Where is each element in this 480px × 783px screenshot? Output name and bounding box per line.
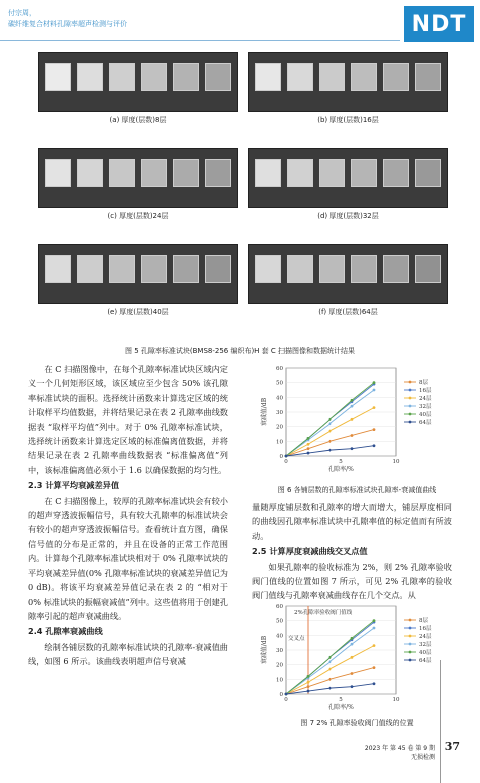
legend-label: 8层 [419, 618, 428, 624]
data-point [351, 399, 354, 402]
y-tick-label: 30 [276, 648, 283, 654]
y-tick-label: 50 [276, 618, 283, 625]
ndt-logo: NDT [404, 6, 474, 42]
data-point [373, 406, 376, 409]
y-tick-label: 30 [276, 410, 283, 416]
data-point [329, 440, 332, 443]
data-point [373, 644, 376, 647]
section-heading-2-5: 2.5 计算厚度衰减曲线交叉点值 [252, 546, 368, 557]
y-tick-label: 40 [276, 633, 283, 640]
data-point [307, 675, 310, 678]
x-tick-label: 10 [392, 697, 400, 703]
porosity-block [141, 63, 167, 91]
left-column [28, 362, 228, 669]
legend-label: 8层 [419, 380, 428, 386]
data-point [329, 660, 332, 663]
legend-marker [409, 381, 412, 384]
figure-5-caption: 图 5 孔隙率标准试块(BMS8-256 编织布)H 套 C 扫描图像和数据统计结果 [124, 347, 356, 355]
data-point [373, 444, 376, 447]
margin-rule [440, 660, 441, 783]
scan-panel [38, 148, 238, 221]
porosity-block [415, 255, 441, 283]
porosity-block [319, 159, 345, 187]
data-point [307, 690, 310, 693]
data-point [285, 693, 288, 696]
legend-marker [409, 405, 412, 408]
header-author: 付宗周， [8, 9, 36, 17]
x-tick-label: 10 [392, 459, 400, 465]
porosity-block [255, 159, 281, 187]
y-tick-label: 50 [276, 380, 283, 387]
x-tick-label: 5 [339, 697, 343, 703]
porosity-block [77, 63, 103, 91]
porosity-block [109, 255, 135, 283]
data-point [373, 619, 376, 622]
data-point [351, 672, 354, 675]
data-point [307, 681, 310, 684]
data-point [329, 449, 332, 452]
data-point [307, 443, 310, 446]
data-point [373, 627, 376, 630]
panel-caption: (c) 厚度(层数)24层 [107, 212, 169, 220]
porosity-block [109, 63, 135, 91]
x-tick-label: 0 [284, 697, 288, 703]
data-point [351, 637, 354, 640]
scan-panel [38, 244, 238, 317]
porosity-block [173, 159, 199, 187]
legend-marker [409, 413, 412, 416]
legend-marker [409, 421, 412, 424]
journal-footer [365, 744, 435, 762]
c-scan-image [248, 244, 448, 304]
porosity-block [77, 159, 103, 187]
data-point [351, 405, 354, 408]
paragraph: 量随厚度铺层数和孔隙率的增大而增大，铺层厚度相同的曲线因孔隙率标准试块中孔隙率值的标定值而有所波动。 [252, 502, 452, 541]
section-heading-2-4: 2.4 孔隙率衰减曲线 [28, 626, 103, 637]
panel-caption: (f) 厚度(层数)64层 [318, 308, 378, 316]
data-point [373, 682, 376, 685]
panel-caption: (b) 厚度(层数)16层 [317, 116, 379, 124]
series-line [286, 430, 374, 456]
porosity-block [351, 255, 377, 283]
data-point [351, 643, 354, 646]
data-point [329, 668, 332, 671]
y-axis-label: 衰减值/dB [261, 635, 268, 665]
data-point [373, 428, 376, 431]
series-line [286, 668, 374, 694]
y-tick-label: 40 [276, 395, 283, 402]
legend-label: 32层 [419, 642, 432, 648]
data-point [351, 656, 354, 659]
y-tick-label: 0 [279, 692, 283, 698]
porosity-block [205, 159, 231, 187]
porosity-block [287, 255, 313, 283]
data-point [307, 447, 310, 450]
legend-marker [409, 627, 412, 630]
porosity-block [205, 255, 231, 283]
scan-panel [248, 52, 448, 125]
legend-label: 32层 [419, 404, 432, 410]
data-point [373, 381, 376, 384]
section-heading-2-3: 2.3 计算平均衰减差异值 [28, 480, 120, 491]
porosity-block [173, 63, 199, 91]
y-tick-label: 10 [276, 677, 283, 684]
porosity-block [287, 63, 313, 91]
y-tick-label: 0 [279, 454, 283, 460]
data-point [307, 685, 310, 688]
figure-7-caption: 图 7 2% 孔隙率验收阀门值线的位置 [300, 719, 414, 727]
figure-7 [250, 600, 460, 715]
porosity-block [383, 63, 409, 91]
paragraph: 在 C 扫描图像上，较厚的孔隙率标准试块会有较小的超声穿透波振幅信号，具有较大孔隙率的标准试块会有较小的超声穿透波振幅信号。查看统计直方图，确保信号值的分布是正常的，并且在设备的正常工作范围内。计算每个孔隙率标准试块相对于 0% 孔隙率试块的平均衰减差异值(0% 孔隙率标准试块的衰减差异值记为 0 dB)。将该平均衰减差异值记录在表 2 的 “相对于 0% 标准试块的振幅衰减值”列中。这些值将用于创建孔隙率引起的超声衰减曲线。 [28, 495, 228, 621]
legend-label: 40层 [419, 650, 432, 656]
y-tick-label: 20 [276, 662, 283, 669]
figure-7-chart [250, 600, 460, 718]
porosity-block [415, 159, 441, 187]
y-axis-label: 衰减值/dB [261, 397, 268, 427]
porosity-block [351, 159, 377, 187]
porosity-block [383, 159, 409, 187]
porosity-block [319, 255, 345, 283]
scan-panel [248, 148, 448, 221]
data-point [285, 455, 288, 458]
porosity-block [255, 63, 281, 91]
right-column-text [252, 500, 452, 603]
figure-6-caption: 图 6 各铺层数的孔隙率标准试块孔隙率-衰减值曲线 [277, 486, 437, 494]
legend-label: 16层 [419, 626, 432, 632]
data-point [351, 685, 354, 688]
x-tick-label: 5 [339, 459, 343, 465]
figure-6 [250, 362, 460, 477]
data-point [307, 452, 310, 455]
panel-caption: (a) 厚度(层数)8层 [109, 116, 167, 124]
y-tick-label: 10 [276, 439, 283, 446]
porosity-block [383, 255, 409, 283]
data-point [329, 656, 332, 659]
x-axis-label: 孔隙率/% [328, 466, 354, 473]
journal-name: 无损检测 [410, 754, 435, 761]
header-rule [0, 40, 400, 41]
header-title: 碳纤维复合材料孔隙率超声检测与评价 [8, 20, 127, 28]
legend-label: 64层 [419, 420, 432, 426]
legend-marker [409, 389, 412, 392]
y-tick-label: 60 [276, 604, 283, 610]
paragraph: 绘制各铺层数的孔隙率标准试块的孔隙率-衰减值曲线，如图 6 所示。该曲线表明超声信号衰减 [28, 641, 228, 667]
legend-label: 40层 [419, 412, 432, 418]
data-point [373, 389, 376, 392]
porosity-block [173, 255, 199, 283]
porosity-block [109, 159, 135, 187]
legend-marker [409, 651, 412, 654]
legend-marker [409, 643, 412, 646]
data-point [373, 666, 376, 669]
data-point [329, 418, 332, 421]
c-scan-image [38, 52, 238, 112]
legend-marker [409, 619, 412, 622]
porosity-block [77, 255, 103, 283]
legend-label: 16层 [419, 388, 432, 394]
data-point [329, 422, 332, 425]
x-tick-label: 0 [284, 459, 288, 465]
legend-marker [409, 659, 412, 662]
panel-caption: (d) 厚度(层数)32层 [317, 212, 379, 220]
data-point [351, 447, 354, 450]
threshold-annotation: 2%孔隙率验收阀门值线 [294, 610, 353, 616]
porosity-block [255, 255, 281, 283]
c-scan-image [38, 148, 238, 208]
panel-caption: (e) 厚度(层数)40层 [107, 308, 169, 316]
porosity-block [351, 63, 377, 91]
figure-6-chart [250, 362, 460, 482]
legend-marker [409, 635, 412, 638]
running-header [8, 8, 127, 30]
paragraph: 如果孔隙率的验收标准为 2%，则 2% 孔隙率验收阀门值线的位置如图 7 所示，可见 2% 孔隙率的验收阀门值线与孔隙率衰减曲线存在几个交点。从 [252, 561, 452, 601]
porosity-block [45, 63, 71, 91]
y-tick-label: 60 [276, 366, 283, 372]
legend-marker [409, 397, 412, 400]
scan-panel [248, 244, 448, 317]
porosity-block [319, 63, 345, 91]
x-axis-label: 孔隙率/% [328, 704, 354, 711]
c-scan-image [248, 52, 448, 112]
porosity-block [287, 159, 313, 187]
legend-label: 64层 [419, 658, 432, 664]
porosity-block [45, 255, 71, 283]
data-point [307, 437, 310, 440]
data-point [351, 434, 354, 437]
data-point [351, 418, 354, 421]
porosity-block [45, 159, 71, 187]
intersection-annotation: 交叉点 [288, 636, 305, 642]
legend-label: 24层 [419, 634, 432, 640]
page-number: 37 [444, 740, 460, 753]
porosity-block [205, 63, 231, 91]
y-tick-label: 20 [276, 424, 283, 431]
data-point [329, 678, 332, 681]
scan-panel [38, 52, 238, 125]
data-point [329, 687, 332, 690]
porosity-block [141, 159, 167, 187]
data-point [329, 430, 332, 433]
porosity-block [415, 63, 441, 91]
paragraph: 在 C 扫描图像中，在每个孔隙率标准试块区域内定义一个几何矩形区域，该区域应至少包含 50% 该孔隙率标准试块的面积。选择统计函数来计算选定区域的统计取样平均值数据，并将结果记录在表 2 孔隙率曲线数据表 “取样平均值”列中。对于 0% 孔隙率标准试块，选择统计函数来计算选定区域的标准偏离值数据，并将结果记录在表 2 孔隙率曲线数据表 “标准偏离值”列中，该标准偏离值必须小于 1.6 以确保数据的均匀性。 [28, 364, 228, 475]
legend-label: 24层 [419, 396, 432, 402]
journal-issue: 2023 年 第 45 卷 第 9 期 [364, 745, 435, 752]
c-scan-image [38, 244, 238, 304]
c-scan-image [248, 148, 448, 208]
porosity-block [141, 255, 167, 283]
